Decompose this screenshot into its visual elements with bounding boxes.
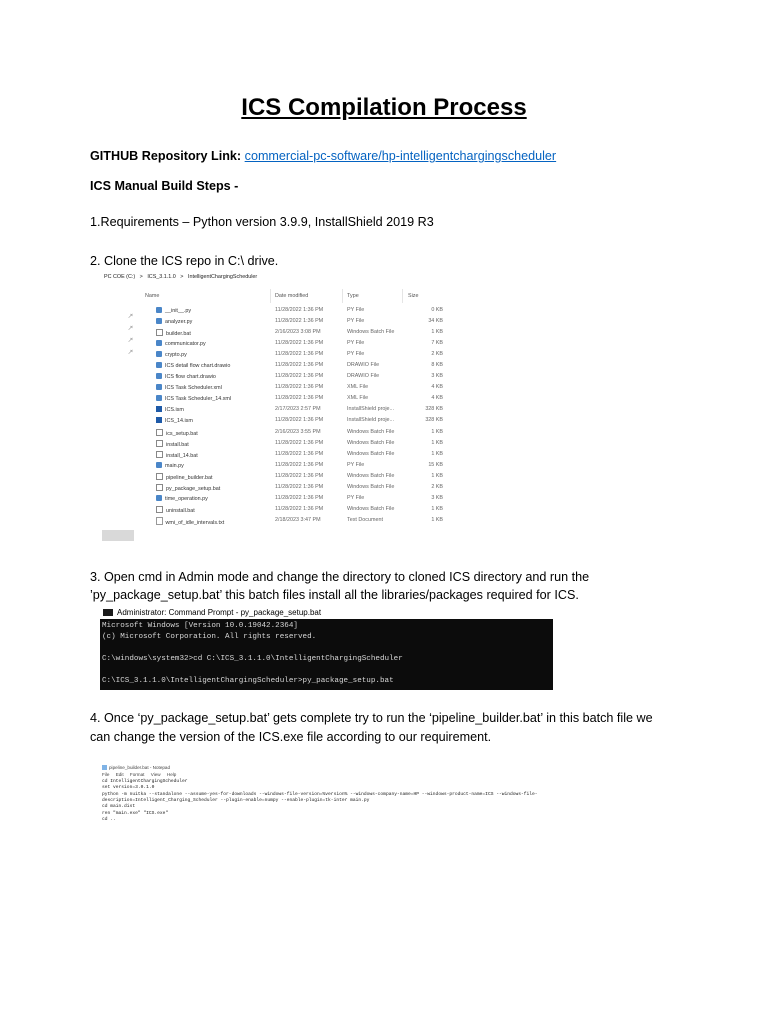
- file-date: 11/28/2022 1:36 PM: [275, 494, 324, 501]
- file-size: 1 KB: [431, 439, 443, 446]
- console-line: Microsoft Windows [Version 10.0.19042.2364]: [102, 622, 298, 630]
- column-divider: [270, 289, 271, 303]
- xml-file-icon: [156, 395, 162, 401]
- command-prompt-screenshot: [100, 606, 553, 690]
- notepad-title: pipeline_builder.bat - Notepad: [109, 765, 171, 770]
- file-type: DRAWIO File: [347, 362, 380, 369]
- file-name: ICS_14.ism: [165, 418, 193, 425]
- file-row[interactable]: [100, 317, 555, 328]
- pin-icon: †: [126, 348, 134, 357]
- file-name-cell: [156, 451, 198, 459]
- file-type: PY File: [347, 318, 365, 325]
- file-type: Text Document: [347, 516, 383, 523]
- script-line: python -m nuitka --standalone --assume-yes-for-downloads --windows-file-version=%version% --windows-company-name=HP --windows-product-name=ICS --windows-file-: [102, 791, 538, 797]
- file-size: 1 KB: [431, 505, 443, 512]
- bat-file-icon: [156, 451, 163, 458]
- breadcrumb-drive: PC COE (C:): [104, 274, 136, 280]
- file-row[interactable]: [100, 516, 555, 527]
- horizontal-scrollbar[interactable]: [102, 530, 134, 541]
- file-name-cell: [156, 429, 198, 437]
- file-size: 1 KB: [431, 472, 443, 479]
- file-name-cell: [156, 484, 220, 492]
- file-name-cell: [156, 495, 208, 502]
- file-size: 1 KB: [431, 329, 443, 336]
- file-type: XML File: [347, 395, 369, 402]
- file-row[interactable]: [100, 439, 555, 450]
- menu-view[interactable]: View: [150, 772, 161, 777]
- pin-icon: †: [126, 336, 134, 345]
- file-size: 4 KB: [431, 395, 443, 402]
- file-name-cell: [156, 395, 231, 402]
- file-type: Windows Batch File: [347, 329, 395, 336]
- file-date: 2/17/2023 2:57 PM: [275, 406, 321, 413]
- xml-file-icon: [156, 373, 162, 379]
- file-name: ICS detail flow chart.drawio: [165, 363, 231, 370]
- file-row[interactable]: [100, 505, 555, 516]
- file-name-cell: [156, 462, 184, 469]
- file-name-cell: [156, 340, 206, 347]
- file-name: __init__.py: [165, 308, 192, 314]
- file-name: builder.bat: [166, 331, 191, 338]
- repo-line: [90, 149, 556, 163]
- column-type: Type: [347, 293, 359, 299]
- file-name-cell: [156, 473, 212, 481]
- file-row[interactable]: [100, 450, 555, 461]
- py-file-icon: [156, 340, 162, 346]
- file-date: 2/18/2023 3:47 PM: [275, 516, 321, 523]
- file-explorer-screenshot: [100, 269, 555, 545]
- file-row[interactable]: [100, 328, 555, 339]
- file-type: Windows Batch File: [347, 505, 395, 512]
- txt-file-icon: [156, 517, 163, 525]
- menu-edit[interactable]: Edit: [115, 772, 124, 777]
- file-type: DRAWIO File: [347, 373, 380, 380]
- bat-file-icon: [156, 506, 163, 513]
- file-name-cell: [156, 517, 224, 526]
- file-type: Windows Batch File: [347, 428, 395, 435]
- console-line: (c) Microsoft Corporation. All rights reserved.: [102, 633, 317, 641]
- file-size: 7 KB: [431, 340, 443, 347]
- file-name-cell: [156, 384, 222, 391]
- file-size: 1 KB: [431, 450, 443, 457]
- file-date: 11/28/2022 1:36 PM: [275, 395, 324, 402]
- script-line: description=Intelligent_Charging_Scheduler --plugin-enable=numpy --enable-plugin=tk-inter main.py: [102, 797, 370, 803]
- step-4-line-1: 4. Once ‘py_package_setup.bat’ gets complete try to run the ‘pipeline_builder.bat’ in this batch file we: [90, 711, 653, 725]
- file-row[interactable]: [100, 336, 555, 350]
- file-name: pipeline_builder.bat: [166, 474, 213, 481]
- py-file-icon: [156, 351, 162, 357]
- notepad-title-bar: [102, 765, 170, 770]
- script-line: cd ..: [102, 816, 116, 822]
- repo-link[interactable]: commercial-pc-software/hp-intelligentchargingscheduler: [244, 149, 557, 163]
- file-size: 4 KB: [431, 384, 443, 391]
- file-name: time_operation.py: [165, 495, 208, 502]
- file-size: 1 KB: [431, 428, 443, 435]
- file-type: PY File: [347, 494, 365, 501]
- file-size: 34 KB: [428, 318, 443, 325]
- step-3-line-2: ’py_package_setup.bat’ this batch files install all the libraries/packages required for ICS.: [90, 588, 579, 602]
- cmd-console: [100, 619, 553, 690]
- file-name: ICS flow chart.drawio: [165, 374, 216, 381]
- file-list: [100, 306, 555, 527]
- file-name: crypto.py: [165, 352, 187, 359]
- file-row[interactable]: [100, 372, 555, 383]
- step-1: 1.Requirements – Python version 3.9.9, InstallShield 2019 R3: [90, 215, 434, 229]
- file-row[interactable]: [100, 350, 555, 361]
- file-date: 11/28/2022 1:36 PM: [275, 483, 324, 490]
- file-date: 11/28/2022 1:36 PM: [275, 351, 324, 358]
- file-name: ICS.ism: [165, 407, 184, 414]
- file-date: 11/28/2022 1:36 PM: [275, 417, 324, 424]
- step-3-line-1: 3. Open cmd in Admin mode and change the directory to cloned ICS directory and run the: [90, 570, 590, 584]
- breadcrumb-subfolder: IntelligentChargingScheduler: [187, 274, 258, 280]
- xml-file-icon: [156, 362, 162, 368]
- file-name-cell: [156, 506, 195, 514]
- script-line: ren "main.exe" "ICS.exe": [102, 810, 169, 816]
- notepad-icon: [102, 765, 107, 770]
- file-size: 3 KB: [431, 494, 443, 501]
- file-date: 11/28/2022 1:36 PM: [275, 384, 324, 391]
- file-name: main.py: [165, 462, 184, 469]
- column-divider: [402, 289, 403, 303]
- breadcrumb-folder: ICS_3.1.1.0: [147, 274, 176, 280]
- xml-file-icon: [156, 384, 162, 390]
- file-date: 11/28/2022 1:36 PM: [275, 373, 324, 380]
- file-date: 11/28/2022 1:36 PM: [275, 307, 324, 313]
- file-date: 11/28/2022 1:36 PM: [275, 439, 324, 446]
- file-row[interactable]: [100, 306, 555, 317]
- file-row[interactable]: [100, 383, 555, 394]
- cmd-title-bar: [100, 606, 553, 619]
- file-date: 2/16/2023 3:08 PM: [275, 329, 321, 336]
- file-row[interactable]: [100, 461, 555, 472]
- py-file-icon: [156, 318, 162, 324]
- breadcrumb-separator: >: [180, 274, 184, 280]
- file-type: Windows Batch File: [347, 483, 395, 490]
- file-name: py_package_setup.bat: [166, 485, 221, 492]
- file-name: ics_setup.bat: [166, 430, 198, 437]
- file-row[interactable]: [100, 494, 555, 505]
- file-type: Windows Batch File: [347, 439, 395, 446]
- menu-help[interactable]: Help: [166, 772, 177, 777]
- py-file-icon: [156, 462, 162, 468]
- file-type: PY File: [347, 340, 365, 347]
- file-size: 328 KB: [425, 417, 443, 424]
- file-name-cell: [156, 406, 184, 413]
- file-row[interactable]: [100, 428, 555, 439]
- step-4-line-2: can change the version of the ICS.exe file according to our requirement.: [90, 730, 492, 744]
- file-date: 11/28/2022 1:36 PM: [275, 340, 324, 347]
- manual-build-heading: ICS Manual Build Steps -: [90, 179, 239, 193]
- console-line: C:\ICS_3.1.1.0\IntelligentChargingScheduler>py_package_setup.bat: [102, 677, 394, 685]
- file-date: 11/28/2022 1:36 PM: [275, 461, 324, 468]
- file-type: PY File: [347, 351, 365, 358]
- file-name-cell: [156, 417, 193, 424]
- ism-file-icon: [156, 406, 162, 412]
- breadcrumb-separator: >: [139, 274, 143, 280]
- script-line: set version=3.0.1.0: [102, 785, 155, 791]
- file-size: 328 KB: [425, 406, 443, 413]
- file-name-cell: [156, 351, 187, 358]
- script-line: cd IntelligentChargingScheduler: [102, 779, 188, 784]
- file-row[interactable]: [100, 483, 555, 494]
- cmd-icon: [103, 609, 113, 616]
- file-name-cell: [156, 318, 192, 325]
- file-name-cell: [156, 440, 189, 448]
- column-size: Size: [408, 293, 419, 299]
- menu-format[interactable]: Format: [129, 772, 145, 777]
- file-name: communicator.py: [165, 341, 206, 348]
- file-name: ICS Task Scheduler.xml: [165, 385, 222, 392]
- file-size: 8 KB: [431, 362, 443, 369]
- file-type: XML File: [347, 384, 369, 391]
- pin-icon: †: [126, 324, 134, 333]
- file-date: 2/16/2023 3:55 PM: [275, 428, 321, 435]
- script-line: cd main.dist: [102, 804, 136, 810]
- column-divider: [342, 289, 343, 303]
- file-row[interactable]: [100, 472, 555, 483]
- file-row[interactable]: [100, 394, 555, 405]
- notepad-screenshot: [100, 764, 553, 826]
- py-file-icon: [156, 495, 162, 501]
- file-name-cell: [156, 373, 216, 380]
- file-size: 0 KB: [431, 307, 443, 313]
- file-name: analyzer.py: [165, 319, 193, 326]
- file-type: Windows Batch File: [347, 472, 395, 479]
- explorer-breadcrumb: [104, 274, 260, 280]
- file-row[interactable]: [100, 361, 555, 372]
- cmd-title: Administrator: Command Prompt - py_package_setup.bat: [117, 608, 322, 617]
- file-type: PY File: [347, 307, 365, 313]
- file-row[interactable]: [100, 405, 555, 416]
- column-date: Date modified: [275, 293, 309, 299]
- bat-file-icon: [156, 329, 163, 336]
- file-name: uninstall.bat: [166, 507, 195, 514]
- file-size: 2 KB: [431, 483, 443, 490]
- step-2: 2. Clone the ICS repo in C:\ drive.: [90, 254, 279, 268]
- file-name: ICS Task Scheduler_14.xml: [165, 396, 232, 403]
- file-date: 11/28/2022 1:36 PM: [275, 450, 324, 457]
- file-date: 11/28/2022 1:36 PM: [275, 318, 324, 325]
- file-row[interactable]: [100, 416, 555, 427]
- py-file-icon: [156, 307, 162, 313]
- file-date: 11/28/2022 1:36 PM: [275, 362, 324, 369]
- file-name: install_14.bat: [166, 452, 198, 459]
- bat-file-icon: [156, 484, 163, 491]
- column-name: Name: [145, 293, 160, 299]
- file-size: 1 KB: [431, 516, 443, 523]
- file-date: 11/28/2022 1:36 PM: [275, 472, 324, 479]
- notepad-menu-bar: [102, 772, 181, 777]
- file-type: PY File: [347, 461, 365, 468]
- explorer-column-header: [100, 293, 555, 303]
- bat-file-icon: [156, 473, 163, 480]
- console-line: C:\windows\system32>cd C:\ICS_3.1.1.0\IntelligentChargingScheduler: [102, 655, 403, 663]
- file-date: 11/28/2022 1:36 PM: [275, 505, 324, 512]
- menu-file[interactable]: File: [102, 772, 110, 777]
- file-size: 2 KB: [431, 351, 443, 358]
- bat-file-icon: [156, 429, 163, 436]
- file-size: 15 KB: [428, 461, 443, 468]
- bat-file-icon: [156, 440, 163, 447]
- file-name-cell: [156, 329, 191, 337]
- pin-icon: †: [126, 312, 134, 321]
- file-type: InstallShield proje...: [347, 417, 395, 424]
- file-name-cell: [156, 362, 230, 369]
- repo-label: GITHUB Repository Link:: [90, 149, 242, 163]
- file-name: install.bat: [166, 441, 189, 448]
- file-size: 3 KB: [431, 373, 443, 380]
- file-name: wmi_of_idle_intervals.txt: [165, 519, 225, 526]
- page-title: ICS Compilation Process: [241, 94, 527, 121]
- file-name-cell: [156, 307, 191, 314]
- file-type: InstallShield proje...: [347, 406, 395, 413]
- file-type: Windows Batch File: [347, 450, 395, 457]
- ism-file-icon: [156, 417, 162, 423]
